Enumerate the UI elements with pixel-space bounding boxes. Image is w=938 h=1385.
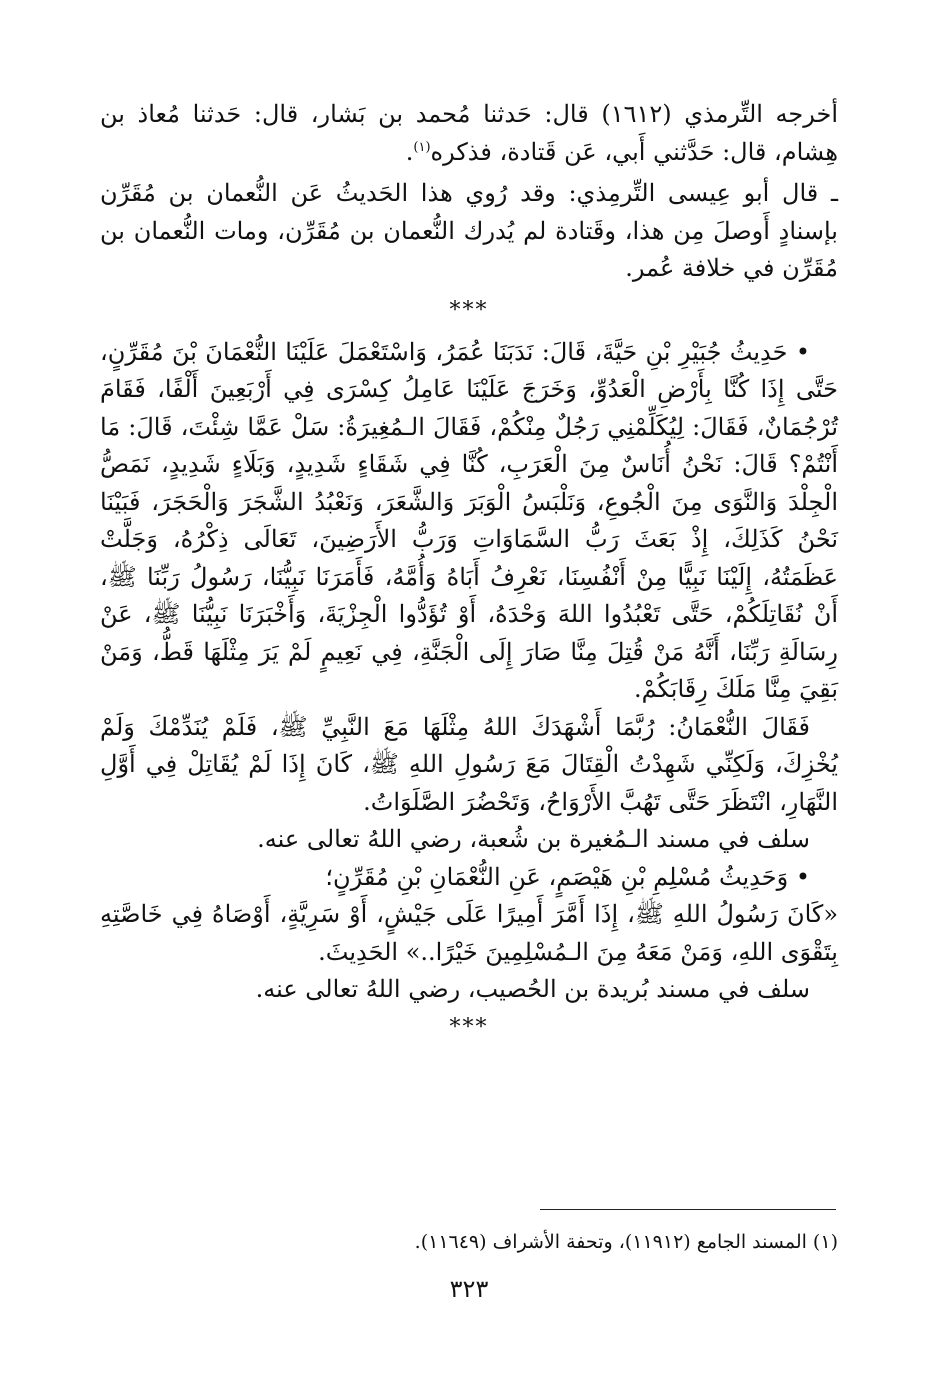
mughira-reference-paragraph: سلف في مسند الـمُغيرة بن شُعبة، رضي اللهُ تعالى عنه.: [257, 825, 810, 853]
hadith-quote-paragraph: «كَانَ رَسُولُ اللهِ ﷺ، إِذَا أَمَّرَ أَمِيرًا عَلَى جَيْشٍ، أَوْ سَرِيَّةٍ، أَوْصَاهُ فِي خَاصَّتِهِ بِتَقْوَى اللهِ، وَمَنْ مَعَهُ مِنَ الـمُسْلِمِينَ خَيْرًا..» الحَدِيثَ.: [100, 900, 839, 966]
tirmidhi-comment-paragraph: ـ قال أبو عِيسى التِّرمِذي: وقد رُوي هذا الحَديثُ عَن النُّعمان بن مُقَرِّن بإسنادٍ أَوصلَ مِن هذا، وقَتادة لم يُدرك النُّعمان بن مُقَرِّن، ومات النُّعمان بن مُقَرِّن في خلافة عُمر.: [100, 179, 838, 282]
section-separator: ***: [449, 1014, 489, 1040]
buraida-reference-paragraph: سلف في مسند بُريدة بن الحُصيب، رضي اللهُ تعالى عنه.: [255, 975, 810, 1003]
takhrij-paragraph: [100, 96, 838, 171]
jubair-hadith-paragraph: • حَدِيثُ جُبَيْرِ بْنِ حَيَّةَ، قَالَ: نَدَبَنَا عُمَرُ، وَاسْتَعْمَلَ عَلَيْنَا النُّعْمَانَ بْنَ مُقَرِّنٍ، حَتَّى إِذَا كُنَّا بِأَرْضِ الْعَدُوِّ، وَخَرَجَ عَلَيْنَا عَامِلُ كِسْرَى فِي أَرْبَعِينَ أَلْفًا، فَقَامَ تُرْجُمَانٌ، فَقَالَ: لِيُكَلِّمْنِي رَجُلٌ مِنْكُمْ، فَقَالَ الـمُغِيرَةُ: سَلْ عَمَّا شِئْتَ، قَالَ: مَا أَنْتُمْ؟ قَالَ: نَحْنُ أُنَاسٌ مِنَ الْعَرَبِ، كُنَّا فِي شَقَاءٍ شَدِيدٍ، وَبَلَاءٍ شَدِيدٍ، نَمَصُّ الْجِلْدَ وَالنَّوَى مِنَ الْجُوعِ، وَنَلْبَسُ الْوَبَرَ وَالشَّعَرَ، وَنَعْبُدُ الشَّجَرَ وَالْحَجَرَ، فَبَيْنَا نَحْنُ كَذَلِكَ، إِذْ بَعَثَ رَبُّ السَّمَاوَاتِ وَرَبُّ الأَرَضِينَ، تَعَالَى ذِكْرُهُ، وَجَلَّتْ عَظَمَتُهُ، إِلَيْنَا نَبِيًّا مِنْ أَنْفُسِنَا، نَعْرِفُ أَبَاهُ وَأُمَّهُ، فَأَمَرَنَا نَبِيُّنَا، رَسُولُ رَبِّنَا ﷺ، أَنْ نُقَاتِلَكُمْ، حَتَّى تَعْبُدُوا اللهَ وَحْدَهُ، أَوْ تُؤَدُّوا الْجِزْيَةَ، وَأَخْبَرَنَا نَبِيُّنَا ﷺ، عَنْ رِسَالَةِ رَبِّنَا، أَنَّهُ مَنْ قُتِلَ مِنَّا صَارَ إِلَى الْجَنَّةِ، فِي نَعِيمٍ لَمْ يَرَ مِثْلَهَا قَطُّ، وَمَنْ بَقِيَ مِنَّا مَلَكَ رِقَابَكُمْ.: [100, 337, 839, 703]
footnote-divider: [540, 1209, 836, 1210]
footnote: (١) المسند الجامع (١١٩١٢)، وتحفة الأشراف (١١٦٤٩).: [414, 1231, 838, 1253]
page-number: ٣٢٣: [449, 1275, 489, 1303]
takhrij-end: .: [405, 137, 414, 166]
footnote-reference: (١): [413, 139, 431, 155]
main-text: [100, 96, 838, 1045]
numan-reply-paragraph: فَقَالَ النُّعْمَانُ: رُبَّمَا أَشْهَدَكَ اللهُ مِثْلَهَا مَعَ النَّبِيِّ ﷺ، فَلَمْ يُنَدِّمْكَ وَلَمْ يُخْزِكَ، وَلَكِنِّي شَهِدْتُ الْقِتَالَ مَعَ رَسُولِ اللهِ ﷺ، كَانَ إِذَا لَمْ يُقَاتِلْ فِي أَوَّلِ النَّهَارِ، انْتَظَرَ حَتَّى تَهُبَّ الأَرْوَاحُ، وَتَحْضُرَ الصَّلَوَاتُ.: [100, 712, 838, 816]
muslim-hadith-heading: • وَحَدِيثُ مُسْلِمِ بْنِ هَيْصَمٍ، عَنِ النُّعْمَانِ بْنِ مُقَرِّنٍ؛: [325, 862, 810, 891]
takhrij-text: أخرجه التِّرمذي (١٦١٢) قال: حَدثنا مُحمد بن بَشار، قال: حَدثنا مُعاذ بن هِشام، قال: حَدَّثني أَبي، عَن قَتادة، فذكره: [100, 100, 838, 166]
section-separator: ***: [449, 297, 489, 323]
